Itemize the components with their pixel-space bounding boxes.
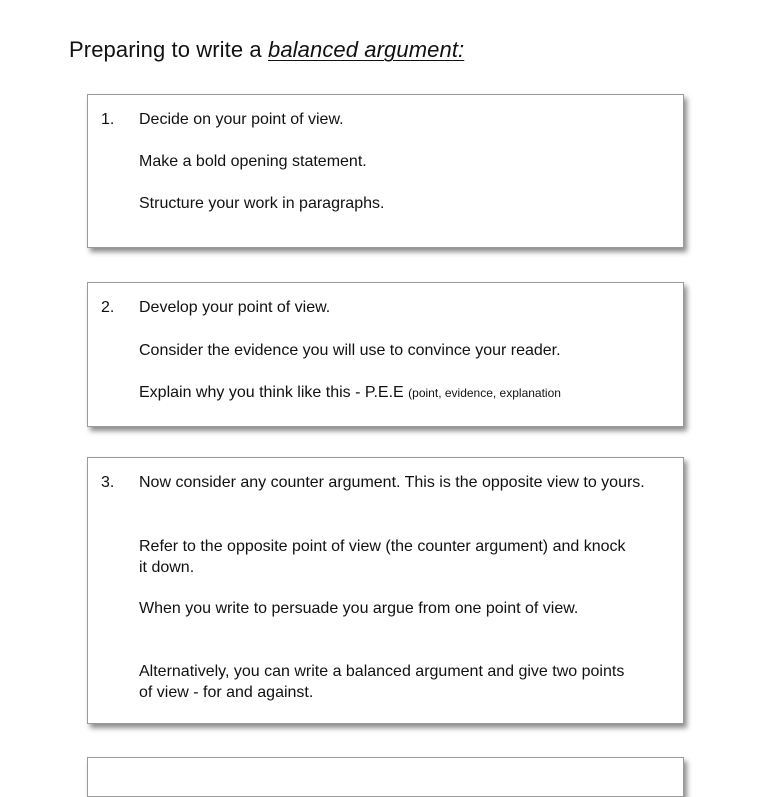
step-text: Make a bold opening statement. xyxy=(139,153,367,170)
pee-main: Explain why you think like this - P.E.E xyxy=(139,384,409,401)
step-box-1 xyxy=(87,94,684,248)
step-text: Structure your work in paragraphs. xyxy=(139,195,385,212)
step-text: When you write to persuade you argue from one point of view. xyxy=(139,600,579,617)
step-text: Now consider any counter argument. This is the opposite view to yours. xyxy=(139,474,645,491)
step-text: Consider the evidence you will use to convince your reader. xyxy=(139,342,561,359)
step-number: 1. xyxy=(101,111,115,128)
step-text: Refer to the opposite point of view (the counter argument) and knock it down. xyxy=(139,538,626,576)
pee-note: (point, evidence, explanation xyxy=(408,386,561,400)
step-box-3 xyxy=(87,457,684,724)
step-number: 2. xyxy=(101,299,115,316)
page-title-prefix: Preparing to write a xyxy=(69,37,268,62)
step-text: Decide on your point of view. xyxy=(139,111,344,128)
step-text: Develop your point of view. xyxy=(139,299,331,316)
page-title xyxy=(69,35,464,65)
step-box-2 xyxy=(87,282,684,427)
pee-line xyxy=(139,382,669,404)
step-number: 3. xyxy=(101,474,115,491)
page-title-emphasis: balanced argument: xyxy=(267,37,465,62)
step-box-4 xyxy=(87,757,684,797)
step-text: Alternatively, you can write a balanced argument and give two points of view - for and against. xyxy=(139,663,625,701)
